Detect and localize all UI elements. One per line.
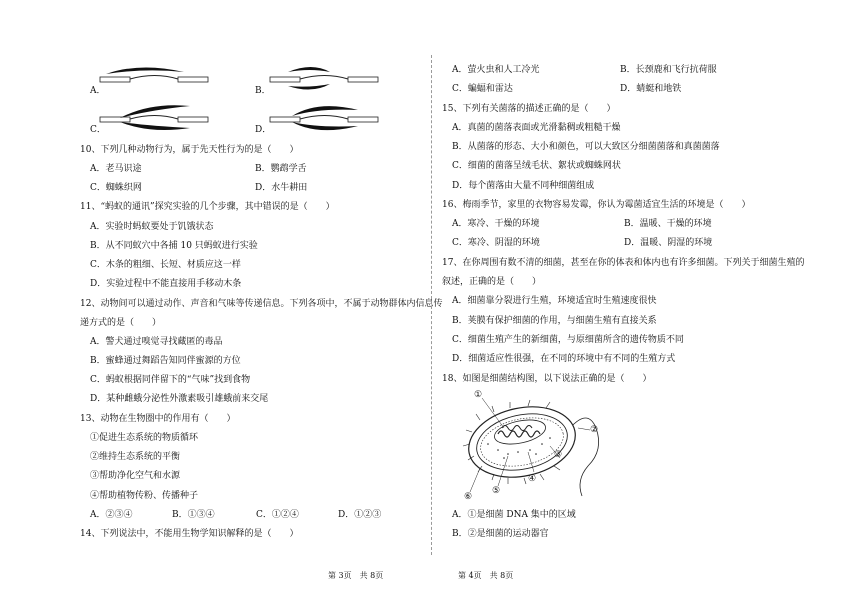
- q10-option-b: B．鹦鹉学舌: [255, 164, 307, 174]
- q11-option-d: D．实验过程中不能直接用手移动木条: [90, 279, 242, 289]
- q10-option-d: D．水牛耕田: [255, 183, 308, 193]
- q10-stem: 10、下列几种动物行为，属于先天性行为的是（ ）: [80, 145, 299, 155]
- q11-option-b: B．从不同蚁穴中各捕 10 只蚂蚁进行实验: [90, 241, 258, 251]
- bacteria-label-3: ③: [554, 450, 563, 460]
- q17-option-c: C．细菌生殖产生的新细菌，与原细菌所含的遗传物质不同: [452, 335, 684, 345]
- q14-option-d: D．蜻蜓和地铁: [620, 84, 682, 94]
- q13-stem: 13、动物在生物圈中的作用有（ ）: [80, 414, 236, 424]
- q18-option-a: A．①是细菌 DNA 集中的区域: [452, 510, 576, 520]
- q16-option-c: C．寒冷、阴湿的环境: [452, 238, 540, 248]
- q13-option-a: A．②③④: [90, 510, 133, 520]
- q18-stem: 18、如图是细菌结构图，以下说法正确的是（ ）: [442, 374, 652, 384]
- q10-option-c: C．蜘蛛织网: [90, 183, 142, 193]
- q11-option-c: C．木条的粗细、长短、材质应这一样: [90, 260, 241, 270]
- q15-option-b: B．从菌落的形态、大小和颜色，可以大致区分细菌菌落和真菌菌落: [452, 142, 720, 152]
- q15-option-d: D．每个菌落由大量不同种细菌组成: [452, 181, 595, 191]
- q12-option-b: B．蜜蜂通过舞蹈告知同伴蜜源的方位: [90, 356, 241, 366]
- fig-b-label: B．: [255, 86, 271, 96]
- bacteria-label-5: ⑤: [492, 486, 501, 496]
- q17-option-a: A．细菌靠分裂进行生殖，环境适宜时生殖速度很快: [452, 296, 657, 306]
- joint-figure-d: [270, 100, 380, 135]
- q12-stem-cont: 递方式的是（ ）: [80, 318, 162, 328]
- q17-option-b: B．荚膜有保护细菌的作用，与细菌生殖有直接关系: [452, 316, 657, 326]
- left-column: [60, 0, 443, 607]
- right-column: [440, 0, 810, 607]
- joint-figure-a: [100, 60, 210, 95]
- column-divider: [431, 55, 432, 555]
- q14-option-c: C．蝙蝠和雷达: [452, 84, 513, 94]
- q13-item-2: ②维持生态系统的平衡: [90, 452, 181, 462]
- q16-option-d: D．温暖、阴湿的环境: [624, 238, 713, 248]
- q17-stem-cont: 叙述，正确的是（ ）: [442, 277, 542, 287]
- q12-stem: 12、动物间可以通过动作、声音和气味等传递信息。下列各项中，不属于动物群体内信息传: [80, 299, 443, 309]
- q16-option-b: B．温暖、干燥的环境: [624, 219, 712, 229]
- q15-stem: 15、下列有关菌落的描述正确的是（ ）: [442, 104, 616, 114]
- q14-option-b: B．长颈鹿和飞行抗荷服: [620, 65, 717, 75]
- q15-option-c: C．细菌的菌落呈绒毛状、絮状或蜘蛛网状: [452, 161, 621, 171]
- q12-option-d: D．某种雌蛾分泌性外激素吸引雄蛾前来交尾: [90, 394, 269, 404]
- q17-stem: 17、在你周围有数不清的细菌，甚至在你的体表和体内也有许多细菌。下列关于细菌生殖的: [442, 258, 805, 268]
- page-number-right: 第 4页 共 8页: [458, 571, 514, 580]
- q13-item-4: ④帮助植物传粉、传播种子: [90, 491, 199, 501]
- q12-option-a: A．警犬通过嗅觉寻找藏匿的毒品: [90, 337, 223, 347]
- q16-stem: 16、梅雨季节，家里的衣物容易发霉，你认为霉菌适宜生活的环境是（ ）: [442, 200, 751, 210]
- q15-option-a: A．真菌的菌落表面或光滑黏稠或粗糙干燥: [452, 123, 621, 133]
- q11-option-a: A．实验时蚂蚁要处于饥饿状态: [90, 222, 214, 232]
- q13-option-d: D．①②③: [338, 510, 382, 520]
- page-number-left: 第 3页 共 8页: [328, 571, 384, 580]
- q13-item-3: ③帮助净化空气和水源: [90, 471, 181, 481]
- bacteria-label-1: ①: [474, 390, 483, 400]
- q16-option-a: A．寒冷、干燥的环境: [452, 219, 540, 229]
- q10-option-a: A．老马识途: [90, 164, 142, 174]
- bacteria-label-2: ②: [590, 425, 599, 435]
- bacteria-label-6: ⑥: [464, 492, 473, 502]
- q12-option-c: C．蚂蚁根据同伴留下的“气味”找到食物: [90, 375, 251, 385]
- q11-stem: 11、“蚂蚁的通讯”探究实验的几个步骤，其中错误的是（ ）: [80, 202, 335, 212]
- q14-option-a: A．萤火虫和人工冷光: [452, 65, 540, 75]
- joint-figure-c: [100, 100, 210, 135]
- fig-a-label: A．: [90, 86, 106, 96]
- q14-stem: 14、下列说法中，不能用生物学知识解释的是（ ）: [80, 529, 299, 539]
- q13-option-c: C．①②④: [256, 510, 299, 520]
- fig-d-label: D．: [255, 125, 272, 135]
- fig-c-label: C．: [90, 125, 106, 135]
- q13-item-1: ①促进生态系统的物质循环: [90, 433, 199, 443]
- joint-figure-b: [270, 60, 380, 95]
- q18-option-b: B．②是细菌的运动器官: [452, 529, 549, 539]
- q13-option-b: B．①③④: [172, 510, 215, 520]
- bacteria-label-4: ④: [528, 474, 537, 484]
- q17-option-d: D．细菌适应性很强，在不同的环境中有不同的生殖方式: [452, 354, 676, 364]
